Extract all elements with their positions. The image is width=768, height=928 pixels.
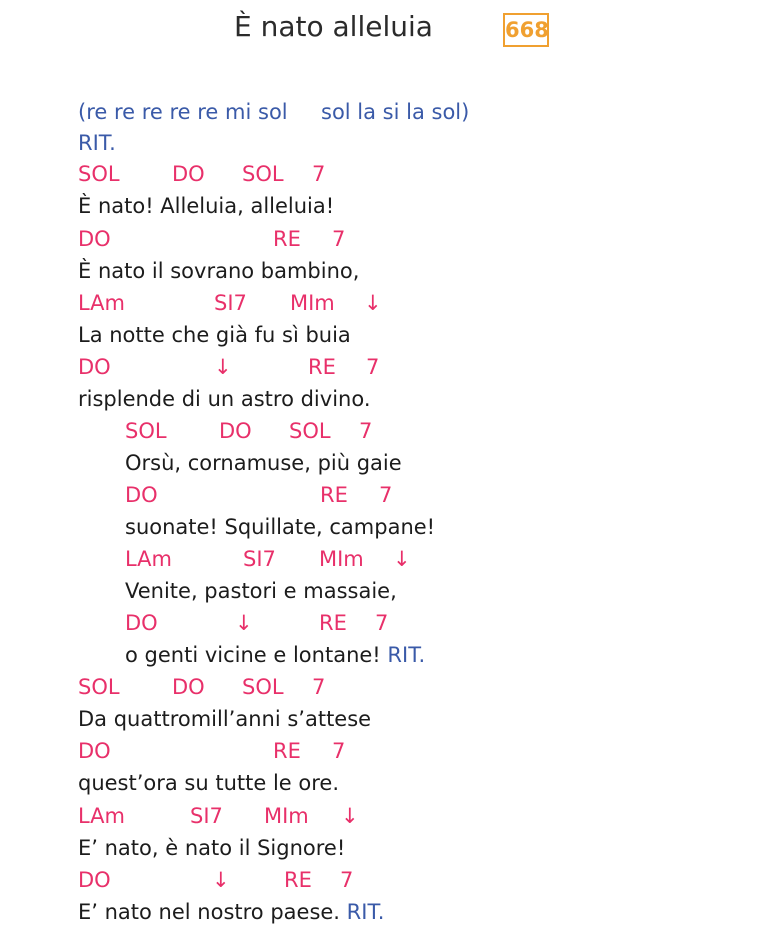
chord: SI7 <box>243 547 276 571</box>
chord: 7 <box>340 868 354 892</box>
refrain-chord-row-2 <box>78 224 398 254</box>
chord: DO <box>125 483 158 507</box>
lyric-line: È nato! Alleluia, alleluia! <box>78 194 335 218</box>
refrain-chord-row-1 <box>78 159 398 189</box>
chord: 7 <box>379 483 393 507</box>
verse2-chord-row-1 <box>78 672 398 702</box>
song-title: È nato alleluia <box>234 10 433 43</box>
chord: LAm <box>78 291 126 315</box>
verse2-chord-row-4 <box>78 865 398 895</box>
intro-melody-part1: (re re re re re mi sol <box>78 100 288 124</box>
intro-melody-part2: sol la si la sol) <box>321 100 470 124</box>
down-arrow-icon: ↓ <box>341 804 359 828</box>
chord: RE <box>273 227 301 251</box>
verse1-chord-row-2 <box>125 480 445 510</box>
chord: DO <box>78 739 111 763</box>
lyric-line: La notte che già fu sì buia <box>78 323 351 347</box>
down-arrow-icon: ↓ <box>214 355 232 379</box>
chord: MIm <box>264 804 309 828</box>
chord: 7 <box>312 162 326 186</box>
chord: 7 <box>375 611 389 635</box>
lyric-line-with-rit <box>78 897 384 927</box>
verse1-chord-row-4 <box>125 608 445 638</box>
chord: 7 <box>332 739 346 763</box>
chord: DO <box>125 611 158 635</box>
chord: SI7 <box>190 804 223 828</box>
verse2-chord-row-2 <box>78 736 398 766</box>
down-arrow-icon: ↓ <box>393 547 411 571</box>
chord: SOL <box>242 675 284 699</box>
lyric-line: È nato il sovrano bambino, <box>78 259 360 283</box>
lyric-line: E’ nato, è nato il Signore! <box>78 836 346 860</box>
chord: 7 <box>366 355 380 379</box>
chord: RE <box>319 611 347 635</box>
chord: SOL <box>78 162 120 186</box>
lyric-line: Venite, pastori e massaie, <box>125 579 397 603</box>
rit-marker: RIT. <box>387 643 426 667</box>
chord: 7 <box>359 419 373 443</box>
rit-marker: RIT. <box>346 900 385 924</box>
down-arrow-icon: ↓ <box>364 291 382 315</box>
lyric-line-with-rit <box>125 640 425 670</box>
chord: DO <box>78 227 111 251</box>
chord: SOL <box>125 419 167 443</box>
verse1-chord-row-3 <box>125 544 445 574</box>
down-arrow-icon: ↓ <box>212 868 230 892</box>
chord: DO <box>172 162 205 186</box>
verse2-chord-row-3 <box>78 801 398 831</box>
rit-heading: RIT. <box>78 131 116 155</box>
chord: DO <box>78 868 111 892</box>
chord: DO <box>78 355 111 379</box>
chord: RE <box>284 868 312 892</box>
song-number-badge: 668 <box>503 13 549 47</box>
lyric-line: Da quattromill’anni s’attese <box>78 707 372 731</box>
chord: SOL <box>78 675 120 699</box>
chord: RE <box>273 739 301 763</box>
lyric-text: E’ nato nel nostro paese. <box>78 900 340 924</box>
chord: DO <box>219 419 252 443</box>
lyric-line: suonate! Squillate, campane! <box>125 515 436 539</box>
lyric-line: quest’ora su tutte le ore. <box>78 771 340 795</box>
chord: MIm <box>319 547 364 571</box>
chord: RE <box>320 483 348 507</box>
chord: LAm <box>125 547 173 571</box>
lyric-line: risplende di un astro divino. <box>78 387 371 411</box>
chord: MIm <box>290 291 335 315</box>
intro-melody <box>78 97 498 127</box>
refrain-chord-row-4 <box>78 352 398 382</box>
chord: SOL <box>242 162 284 186</box>
chord: SOL <box>289 419 331 443</box>
chord: SI7 <box>214 291 247 315</box>
chord: LAm <box>78 804 126 828</box>
lyric-line: Orsù, cornamuse, più gaie <box>125 451 402 475</box>
verse1-chord-row-1 <box>125 416 445 446</box>
chord: RE <box>308 355 336 379</box>
chord: 7 <box>332 227 346 251</box>
chord: 7 <box>312 675 326 699</box>
lyric-text: o genti vicine e lontane! <box>125 643 381 667</box>
down-arrow-icon: ↓ <box>235 611 253 635</box>
refrain-chord-row-3 <box>78 288 398 318</box>
chord: DO <box>172 675 205 699</box>
